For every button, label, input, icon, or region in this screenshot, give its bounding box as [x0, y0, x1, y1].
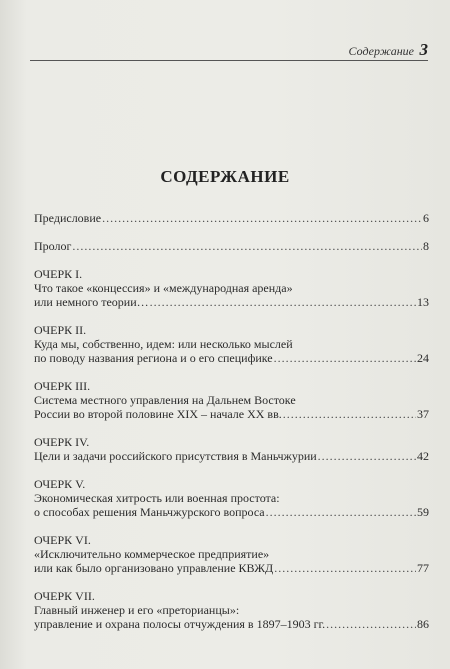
- toc-title-line: Главный инженер и его «преторианцы»:: [34, 603, 240, 617]
- toc-chapter-label: ОЧЕРК III.: [34, 379, 91, 393]
- toc-page-number: 37: [417, 407, 429, 421]
- toc-entry: [34, 323, 429, 365]
- dot-leader: [318, 449, 416, 463]
- toc-title-line: [34, 407, 429, 421]
- toc-title-line: Куда мы, собственно, идем: или несколько мыслей: [34, 337, 293, 351]
- dot-leader: [326, 617, 416, 631]
- toc-page-number: 42: [417, 449, 429, 463]
- toc-chapter-label: ОЧЕРК I.: [34, 267, 83, 281]
- running-head: [30, 40, 428, 61]
- toc-title-text: России во второй половине XIX – начале XX вв.: [34, 407, 282, 421]
- toc-title-line: Что такое «концессия» и «международная аренда»: [34, 281, 293, 295]
- toc-entry: [34, 379, 429, 421]
- toc-entry: [34, 267, 429, 309]
- toc-page-number: 24: [417, 351, 429, 365]
- toc-title-text: по поводу названия региона и о его специфике: [34, 351, 273, 365]
- page-number: 3: [419, 40, 428, 59]
- toc-page-number: 13: [417, 295, 429, 309]
- table-of-contents: [34, 211, 429, 631]
- toc-page-number: 77: [417, 561, 429, 575]
- toc-title-text: Предисловие: [34, 211, 102, 225]
- dot-leader: [266, 505, 416, 519]
- toc-title-line: [34, 295, 429, 309]
- header-rule: [30, 60, 428, 61]
- toc-chapter-label: ОЧЕРК II.: [34, 323, 87, 337]
- toc-page-number: 8: [423, 239, 429, 253]
- toc-title-line: [34, 211, 429, 225]
- dot-leader: [102, 211, 422, 225]
- toc-page-number: 86: [417, 617, 429, 631]
- toc-title-text: Пролог: [34, 239, 72, 253]
- dot-leader: [150, 295, 416, 309]
- dot-leader: [72, 239, 422, 253]
- toc-entry: [34, 211, 429, 225]
- toc-title-line: [34, 561, 429, 575]
- page-title: СОДЕРЖАНИЕ: [160, 167, 290, 186]
- toc-entry: [34, 533, 429, 575]
- toc-title-line: [34, 505, 429, 519]
- toc-title-line: Система местного управления на Дальнем Востоке: [34, 393, 296, 407]
- toc-page-number: 59: [417, 505, 429, 519]
- toc-entry: [34, 589, 429, 631]
- dot-leader: [274, 561, 416, 575]
- toc-title-text: или немного теории…: [34, 295, 149, 309]
- toc-entry: [34, 239, 429, 253]
- toc-title-line: Экономическая хитрость или военная простота:: [34, 491, 280, 505]
- toc-title-line: [34, 351, 429, 365]
- toc-title-text: Цели и задачи российского присутствия в Маньчжурии: [34, 449, 317, 463]
- toc-chapter-label: ОЧЕРК VI.: [34, 533, 91, 547]
- toc-chapter-label: ОЧЕРК VII.: [34, 589, 95, 603]
- toc-title-text: или как было организовано управление КВЖД: [34, 561, 274, 575]
- toc-title-line: «Исключительно коммерческое предприятие»: [34, 547, 270, 561]
- toc-title-line: [34, 449, 429, 463]
- toc-title-line: [34, 239, 429, 253]
- running-head-title: Содержание: [348, 44, 414, 58]
- dot-leader: [274, 351, 416, 365]
- dot-leader: [283, 407, 416, 421]
- toc-title-text: управление и охрана полосы отчуждения в 1897–1903 гг.: [34, 617, 326, 631]
- toc-entry: [34, 477, 429, 519]
- toc-title-text: о способах решения Маньчжурского вопроса: [34, 505, 265, 519]
- toc-chapter-label: ОЧЕРК V.: [34, 477, 86, 491]
- toc-page-number: 6: [423, 211, 429, 225]
- toc-chapter-label: ОЧЕРК IV.: [34, 435, 90, 449]
- toc-title-line: [34, 617, 429, 631]
- toc-entry: [34, 435, 429, 463]
